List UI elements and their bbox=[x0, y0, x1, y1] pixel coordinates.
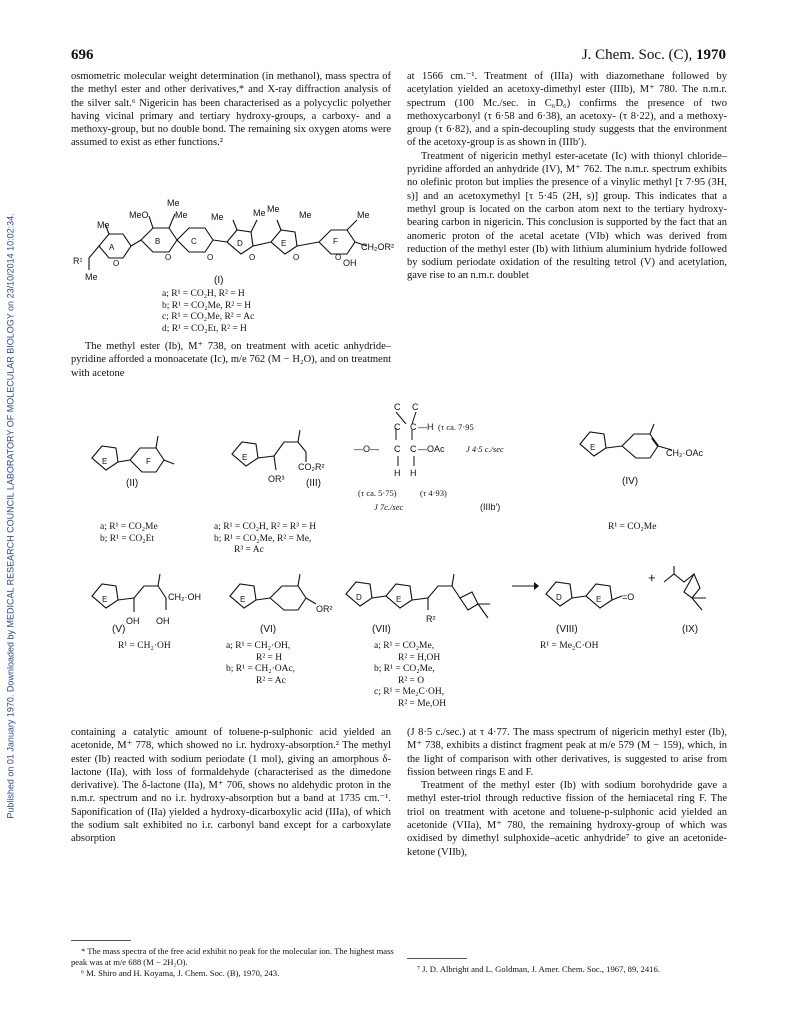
compound-VIII-structure bbox=[538, 566, 658, 626]
footnotes-right bbox=[407, 964, 727, 975]
substituent: Me bbox=[175, 210, 188, 220]
paragraph: osmometric molecular weight determination (in methanol), mass spectra of the methyl ester and other derivatives,* and X-ray diffraction analysis of the silver salt.⁶ Nigericin has been characterised as a polycyclic polyether having vicinal primary and tertiary hydroxy-groups, a carboxy- and a methoxy-group, but no double bond. The remaining six oxygen atoms were assumed to exist as ether functions.² bbox=[71, 71, 391, 149]
variant: R² = O bbox=[398, 675, 425, 686]
atom: C bbox=[410, 422, 417, 432]
nmr-annotation: (τ ca. 7·95 bbox=[438, 422, 474, 432]
compound-VII-structure bbox=[338, 560, 518, 634]
compound-label: (II) bbox=[126, 478, 139, 489]
compound-label: (IX) bbox=[682, 624, 699, 635]
compound-label: (VIII) bbox=[556, 624, 578, 635]
footnotes-left bbox=[71, 946, 396, 979]
plus-sign: + bbox=[648, 570, 656, 585]
substituent: Me bbox=[253, 208, 266, 218]
variant: a; R¹ = CO₂H, R² = H bbox=[162, 289, 245, 299]
atom: C bbox=[394, 402, 401, 412]
substituent: Me bbox=[357, 210, 370, 220]
compound-label: (VII) bbox=[372, 624, 391, 635]
group-label: CH₂·OH bbox=[168, 592, 201, 602]
atom: —OAc bbox=[418, 444, 445, 454]
ring-label: E bbox=[102, 457, 108, 466]
footnote: ⁶ M. Shiro and H. Koyama, J. Chem. Soc. (B), 1970, 243. bbox=[81, 968, 280, 978]
ring-oxygen: O bbox=[249, 253, 256, 262]
group-label: OH bbox=[156, 616, 170, 626]
substituent: Me bbox=[167, 198, 180, 208]
variant: R² = Me,OH bbox=[398, 698, 447, 709]
compound-II-variants bbox=[100, 522, 158, 545]
compound-IX-structure bbox=[648, 562, 728, 626]
ring-label: C bbox=[191, 237, 197, 246]
variant: R³ = Ac bbox=[234, 545, 264, 555]
substituent: CH₂OR² bbox=[361, 242, 394, 252]
substituent: Me bbox=[211, 212, 224, 222]
atom: C bbox=[394, 444, 401, 454]
footnote: * The mass spectra of the free acid exhibit no peak for the molecular ion. The highest mass peak was at m/e 688 (M − 2H₂O). bbox=[71, 946, 394, 967]
compound-II-structure bbox=[86, 420, 196, 490]
compound-V-variants bbox=[118, 641, 171, 653]
ring-oxygen: O bbox=[335, 253, 342, 262]
variant: d; R¹ = CO₂Et, R² = H bbox=[162, 323, 247, 334]
ring-label: D bbox=[556, 593, 562, 602]
ring-oxygen: O bbox=[207, 253, 214, 262]
nmr-annotation: (τ ca. 5·75) bbox=[358, 488, 397, 498]
compound-I-variants bbox=[162, 289, 254, 335]
compound-label: (VI) bbox=[260, 624, 277, 635]
compound-label: (IIIb′) bbox=[480, 502, 501, 512]
atom: C bbox=[412, 402, 419, 412]
substituent: Me bbox=[267, 204, 280, 214]
ring-oxygen: O bbox=[293, 253, 300, 262]
group-label: CO₂R² bbox=[298, 462, 325, 472]
compound-VI-variants bbox=[226, 641, 295, 687]
atom: C bbox=[410, 444, 417, 454]
footnote: ⁷ J. D. Albright and L. Goldman, J. Amer. Chem. Soc., 1967, 89, 2416. bbox=[417, 964, 660, 974]
compound-V-structure bbox=[86, 568, 216, 634]
atom: H bbox=[394, 468, 401, 478]
compound-VIII-variants bbox=[540, 641, 599, 653]
right-column-bottom bbox=[407, 726, 727, 859]
ring-label: E bbox=[596, 595, 602, 604]
atom: —O— bbox=[354, 444, 380, 454]
paragraph: The methyl ester (Ib), M⁺ 738, on treatment with acetic anhydride–pyridine afforded a monoacetate (Ic), m/e 762 (M − H₂O), and on treatment with acetone bbox=[71, 341, 391, 379]
variant: a; R¹ = CO₂Me, bbox=[374, 641, 435, 651]
page-number: 696 bbox=[71, 47, 94, 63]
substituent: R¹ bbox=[73, 256, 83, 266]
compound-VII-variants bbox=[374, 641, 446, 710]
nmr-annotation: J 7c./sec bbox=[374, 502, 404, 512]
variant: a; R¹ = CH₂·OH, bbox=[226, 641, 291, 651]
atom: H bbox=[410, 468, 417, 478]
paragraph: (J 8·5 c./sec.) at τ 4·77. The mass spectrum of nigericin methyl ester (Ib), M⁺ 738, exhibits a distinct fragment peak at m/e 579 (M − 159), which, in the light of comparison with other derivatives, is suggested to arise from fission between rings E and F. bbox=[407, 727, 727, 778]
group-label: OR³ bbox=[268, 474, 285, 484]
footnote-divider bbox=[407, 958, 467, 959]
right-column-top bbox=[407, 70, 727, 283]
compound-IIIb-prime-structure bbox=[354, 400, 564, 520]
left-column-top bbox=[71, 70, 391, 150]
compound-label: (I) bbox=[214, 275, 224, 286]
group-label: OR² bbox=[316, 604, 333, 614]
compound-I-structure bbox=[71, 198, 401, 290]
substituent: Me bbox=[85, 272, 98, 282]
ring-label: B bbox=[155, 237, 161, 246]
compound-label: (IV) bbox=[622, 476, 639, 487]
reaction-arrow bbox=[510, 580, 540, 592]
ring-label: E bbox=[590, 443, 596, 452]
journal-header bbox=[582, 47, 726, 64]
substituent: Me bbox=[299, 210, 312, 220]
ring-oxygen: O bbox=[113, 259, 120, 268]
substituent: Me bbox=[97, 220, 110, 230]
compound-IV-structure bbox=[572, 420, 732, 490]
paragraph: Treatment of nigericin methyl ester-acetate (Ic) with thionyl chloride–pyridine afforded an anhydride (IV), M⁺ 762. The n.m.r. spectrum exhibits no olefinic proton but implies the presence of a vinylic methyl [τ 7·95 (3H, s)] and an acetoxymethyl [τ 5·45 (2H, s)] group. This indicates that a methyl group is located on the carbon atom next to the tertiary hydroxy-bearing carbon in nigericin. This conclusion is supported by the fact that an anomeric proton of the acetal acetate (VIb) which was derived from reduction of the methyl ester (Ib) with lithium aluminium hydride followed by sodium periodate oxidation of the resulting tetrol (V) and acetylation, gave rise to an n.m.r. doublet bbox=[407, 150, 727, 282]
atom: C bbox=[394, 422, 401, 432]
left-column-bottom bbox=[71, 726, 391, 846]
variant: b; R¹ = CH₂·OAc, bbox=[226, 664, 296, 674]
variant: R¹ = CO₂Me bbox=[608, 522, 657, 532]
compound-III-variants bbox=[214, 522, 316, 557]
footnote-divider bbox=[71, 940, 131, 941]
left-column-mid bbox=[71, 340, 391, 380]
variant: b; R¹ = CO₂Me, R² = H bbox=[162, 300, 252, 311]
ring-label: E bbox=[240, 595, 246, 604]
paragraph: containing a catalytic amount of toluene-p-sulphonic acid yielded an acetonide, M⁺ 778, which showed no i.r. hydroxy-absorption.² The methyl ester (Ib) reacted with sodium periodate (1 mol), giving an amorphous δ-lactone (IIa), with loss of formaldehyde (characterised as the dimedone derivative). The δ-lactone (IIa), M⁺ 706, shows no aldehydic proton in the n.m.r. spectrum and no i.r. hydroxy-absorption but a band at 1735 cm.⁻¹. Saponification of (IIa) yielded a hydroxy-dicarboxylic acid (IIIa), of which the sodium salt exhibited no i.r. carbonyl band except for a carboxylate absorption bbox=[71, 727, 391, 845]
paragraph: Treatment of the methyl ester (Ib) with sodium borohydride gave a methyl ester-triol through reductive fission of the hemiacetal ring F. The triol on treatment with acetone and toluene-p-sulphonic acid yielded an acetonide (VIIa), M⁺ 780, the remaining hydroxy-group of which was oxidised by dimethyl sulphoxide–acetic anhydride⁷ to give an acetonide-ketone (VIIb), bbox=[407, 780, 727, 858]
group-label: CH₂·OAc bbox=[666, 448, 703, 458]
variant: R² = Ac bbox=[256, 675, 286, 686]
journal-prefix: J. Chem. Soc. (C), bbox=[581, 47, 696, 63]
ring-label: F bbox=[333, 237, 338, 246]
substituent: OH bbox=[343, 258, 357, 268]
variant: a; R¹ = CO₂H, R² = R³ = H bbox=[214, 522, 317, 532]
variant: b; R¹ = CO₂Me, bbox=[374, 664, 435, 674]
ring-label: F bbox=[146, 457, 151, 466]
substituent: MeO bbox=[129, 210, 149, 220]
variant: R² = H,OH bbox=[398, 652, 441, 663]
provenance-stamp bbox=[0, 0, 22, 1032]
compound-label: (V) bbox=[112, 624, 126, 635]
ring-label: E bbox=[242, 453, 248, 462]
ring-label: E bbox=[281, 239, 287, 248]
nmr-annotation: J 4·5 c./sec bbox=[466, 444, 504, 454]
variant: b; R¹ = CO₂Me, R² = Me, bbox=[214, 533, 312, 544]
ring-label: E bbox=[102, 595, 108, 604]
ring-label: D bbox=[237, 239, 243, 248]
ring-oxygen: O bbox=[165, 253, 172, 262]
nmr-annotation: (τ 4·93) bbox=[420, 488, 447, 498]
compound-label: (III) bbox=[306, 478, 321, 489]
journal-year: 1970 bbox=[696, 47, 726, 63]
compound-III-structure bbox=[226, 412, 346, 490]
paragraph: at 1566 cm.⁻¹. Treatment of (IIIa) with diazomethane followed by acetylation yielded an acetoxy-dimethyl ester (IIIb), M⁺ 780. The n.m.r. spectrum (100 Mc./sec. in C₆D₆) confirms the presence of two methoxycarbonyl (τ 6·58 and 6·38), an acetoxy- (τ 8·22), and a methoxy-group (τ 6·82), and a spin-decoupling study suggests that the environment of the acetoxy-group is as shown in (IIIb′). bbox=[407, 71, 727, 149]
provenance-stamp-text: Published on 01 January 1970. Downloaded by MEDICAL RESEARCH COUNCIL LABORATORY OF MOLECULAR BIOLOGY on 23/10/2014 10:02:34. bbox=[6, 213, 16, 819]
compound-VI-structure bbox=[224, 568, 344, 634]
variant: R² = H bbox=[256, 652, 283, 663]
group-label: R² bbox=[426, 614, 436, 624]
variant: c; R¹ = CO₂Me, R² = Ac bbox=[162, 312, 255, 322]
variant: b; R¹ = CO₂Et bbox=[100, 533, 155, 544]
ring-label: E bbox=[396, 595, 402, 604]
compound-IV-variants bbox=[608, 522, 656, 534]
ring-label: D bbox=[356, 593, 362, 602]
variant: R¹ = Me₂C·OH bbox=[540, 641, 599, 651]
group-label: OH bbox=[126, 616, 140, 626]
variant: R¹ = CH₂·OH bbox=[118, 641, 171, 651]
group-label: =O bbox=[622, 592, 635, 602]
variant: c; R¹ = Me₂C·OH, bbox=[374, 687, 445, 697]
atom: —H bbox=[418, 422, 434, 432]
variant: a; R¹ = CO₂Me bbox=[100, 522, 158, 532]
ring-label: A bbox=[109, 243, 115, 252]
